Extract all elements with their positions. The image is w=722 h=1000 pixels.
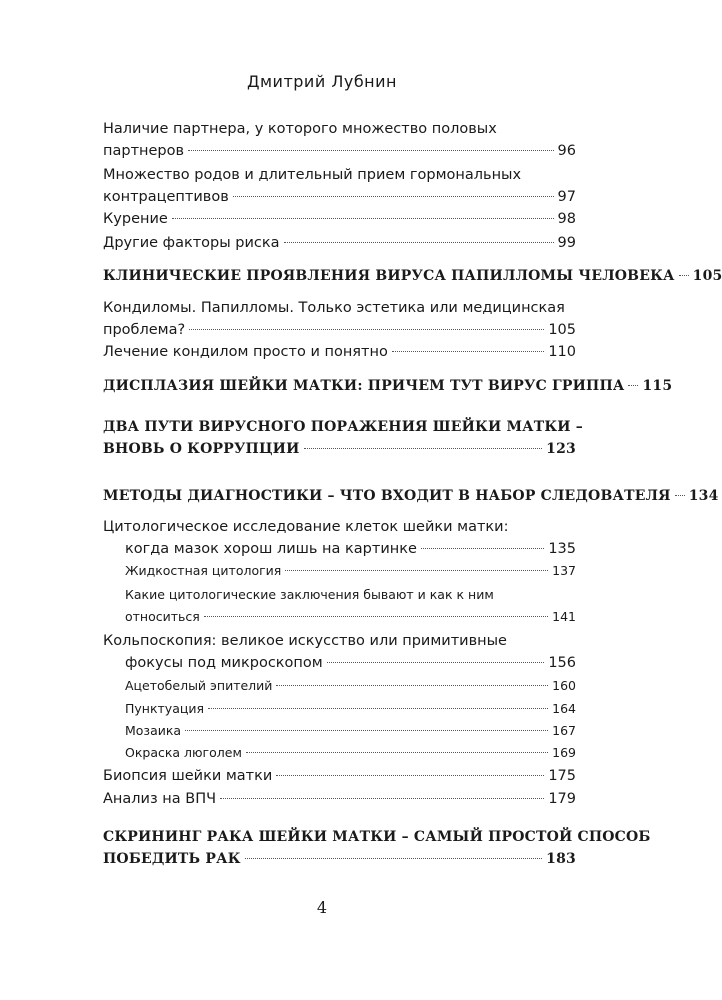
leader-dots xyxy=(185,730,548,731)
toc-entry-title: относиться xyxy=(125,609,200,624)
toc-entry-title: партнеров xyxy=(103,143,185,159)
toc-entry-title-line: Какие цитологические заключения бывают и как к ним xyxy=(125,587,494,602)
toc-entry xyxy=(103,341,576,363)
toc-entry xyxy=(103,742,576,764)
leader-dots xyxy=(284,242,554,243)
toc-page-number: 160 xyxy=(552,678,576,693)
toc-entry xyxy=(103,297,576,341)
toc-entry-title: Другие факторы риска xyxy=(103,235,280,251)
leader-dots xyxy=(392,351,544,352)
toc-page-number: 105 xyxy=(692,268,722,284)
leader-dots xyxy=(220,798,544,799)
toc-entry-title: Пунктуация xyxy=(125,701,205,716)
leader-dots xyxy=(276,685,548,686)
leader-dots xyxy=(675,495,685,496)
toc-page-number: 137 xyxy=(552,563,576,578)
toc-entry xyxy=(103,485,719,507)
toc-entry xyxy=(103,118,576,162)
toc-entry xyxy=(103,826,651,870)
toc-page-number: 183 xyxy=(546,851,576,867)
leader-dots xyxy=(246,752,548,753)
toc-entry-title-line: СКРИНИНГ РАКА ШЕЙКИ МАТКИ – САМЫЙ ПРОСТОЙ СПОСОБ xyxy=(103,829,651,845)
toc-page-number: 115 xyxy=(642,378,673,394)
toc-entry xyxy=(103,584,576,628)
leader-dots xyxy=(285,570,548,571)
toc-entry-title: ДИСПЛАЗИЯ ШЕЙКИ МАТКИ: ПРИЧЕМ ТУТ ВИРУС ГРИППА xyxy=(103,378,625,394)
toc-entry-title: когда мазок хорош лишь на картинке xyxy=(125,541,417,557)
toc-page-number: 96 xyxy=(557,143,576,159)
toc-entry-title-line: ДВА ПУТИ ВИРУСНОГО ПОРАЖЕНИЯ ШЕЙКИ МАТКИ – xyxy=(103,419,584,435)
page-number: 4 xyxy=(316,898,328,917)
toc-entry-title-line: Кондиломы. Папилломы. Только эстетика или медицинская xyxy=(103,300,565,316)
toc-entry xyxy=(103,416,584,460)
toc-entry xyxy=(103,375,673,397)
toc-entry-title-line: Кольпоскопия: великое искусство или примитивные xyxy=(103,633,507,649)
toc-entry xyxy=(103,675,576,697)
toc-entry-title: Биопсия шейки матки xyxy=(103,768,273,784)
leader-dots xyxy=(276,775,544,776)
toc-page-number: 135 xyxy=(548,541,576,557)
toc-page-number: 156 xyxy=(548,655,576,671)
toc-page-number: 169 xyxy=(552,745,576,760)
toc-entry-title: Курение xyxy=(103,211,168,227)
toc-entry xyxy=(103,164,576,208)
toc-entry-title: проблема? xyxy=(103,322,186,338)
toc-entry-title: ВНОВЬ О КОРРУПЦИИ xyxy=(103,441,300,457)
toc-entry-title: КЛИНИЧЕСКИЕ ПРОЯВЛЕНИЯ ВИРУСА ПАПИЛЛОМЫ ЧЕЛОВЕКА xyxy=(103,268,675,284)
leader-dots xyxy=(628,385,638,386)
toc-page-number: 105 xyxy=(548,322,576,338)
toc-page-number: 99 xyxy=(557,235,576,251)
toc-entry xyxy=(103,208,576,230)
toc-page-number: 164 xyxy=(552,701,576,716)
toc-entry-title: фокусы под микроскопом xyxy=(125,655,323,671)
leader-dots xyxy=(204,616,548,617)
toc-entry-title: Окраска люголем xyxy=(125,745,242,760)
leader-dots xyxy=(208,708,548,709)
toc-page-number: 97 xyxy=(557,189,576,205)
leader-dots xyxy=(679,275,689,276)
toc-entry-title-line: Цитологическое исследование клеток шейки матки: xyxy=(103,519,509,535)
toc-entry xyxy=(103,516,576,560)
toc-entry-title: Жидкостная цитология xyxy=(125,563,282,578)
leader-dots xyxy=(421,548,544,549)
toc-entry xyxy=(103,720,576,742)
toc-entry-title: Анализ на ВПЧ xyxy=(103,791,217,807)
leader-dots xyxy=(327,662,545,663)
toc-entry-title: МЕТОДЫ ДИАГНОСТИКИ – ЧТО ВХОДИТ В НАБОР СЛЕДОВАТЕЛЯ xyxy=(103,488,671,504)
toc-entry-title: Мозаика xyxy=(125,723,182,738)
leader-dots xyxy=(189,329,544,330)
leader-dots xyxy=(245,858,543,859)
toc-entry xyxy=(103,765,576,787)
toc-page-number: 134 xyxy=(688,488,719,504)
toc-page-number: 123 xyxy=(546,441,576,457)
toc-page-number: 167 xyxy=(552,723,576,738)
toc-entry-title: контрацептивов xyxy=(103,189,229,205)
toc-entry xyxy=(103,265,722,287)
leader-dots xyxy=(172,218,554,219)
toc-entry-title: ПОБЕДИТЬ РАК xyxy=(103,851,241,867)
leader-dots xyxy=(188,150,554,151)
toc-entry-title: Ацетобелый эпителий xyxy=(125,678,273,693)
toc-entry-title-line: Множество родов и длительный прием гормональных xyxy=(103,167,522,183)
toc-page-number: 110 xyxy=(548,344,576,360)
toc-entry xyxy=(103,788,576,810)
toc-page-number: 175 xyxy=(548,768,576,784)
toc-entry xyxy=(103,560,576,582)
toc-entry-title-line: Наличие партнера, у которого множество половых xyxy=(103,121,497,137)
toc-entry-title: Лечение кондилом просто и понятно xyxy=(103,344,388,360)
toc-page-number: 98 xyxy=(557,211,576,227)
leader-dots xyxy=(233,196,554,197)
toc-entry xyxy=(103,698,576,720)
toc-entry xyxy=(103,232,576,254)
toc-page-number: 179 xyxy=(548,791,576,807)
toc-entry xyxy=(103,630,576,674)
toc-page-number: 141 xyxy=(552,609,576,624)
leader-dots xyxy=(304,448,543,449)
page-header: Дмитрий Лубнин xyxy=(246,72,397,91)
